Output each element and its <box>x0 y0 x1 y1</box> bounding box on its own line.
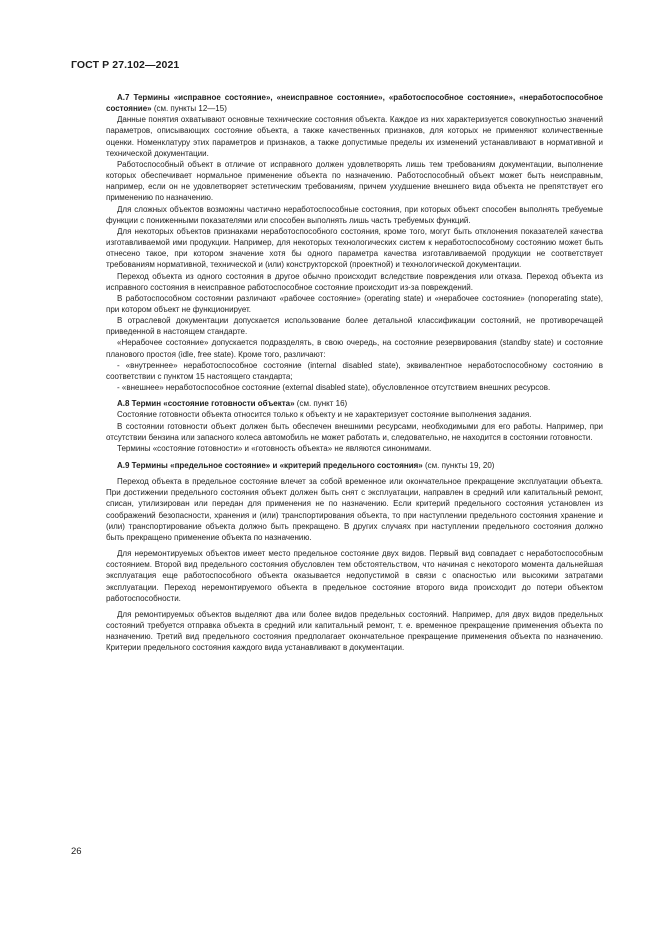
paragraph: Переход объекта из одного состояния в другое обычно происходит вследствие повреждения или отказа. Переход объекта из исправного состояния в неисправное работоспособное состояние происходит из-за повреждений. <box>106 271 603 292</box>
paragraph: Для ремонтируемых объектов выделяют два или более видов предельных состояний. Например, для двух видов предельных состояний требуется отправка объекта в средний или капитальный ремонт, т. е. временное прекращение применения объекта по назначению. Третий вид предельного состояния предполагает окончательное прекращение применения объекта по назначению. Критерии предельного состояния каждого вида устанавливают в документации. <box>106 609 603 653</box>
section-heading-a8-title: А.8 Термин «состояние готовности объекта» <box>117 399 295 409</box>
list-item: - «внутреннее» неработоспособное состояние (internal disabled state), эквивалентное неработоспособному состоянию в соответствии с пунктом 15 настоящего стандарта; <box>106 360 603 381</box>
section-heading-a9 <box>106 460 603 471</box>
section-heading-a7-title: А.7 Термины «исправное состояние», «неисправное состояние», «работоспособное состояние», «неработоспособное состояние» <box>106 93 603 114</box>
paragraph: В отраслевой документации допускается использование более детальной классификации состояний, не противоречащей приведенной в настоящем стандарте. <box>106 316 603 337</box>
list-item: - «внешнее» неработоспособное состояние (external disabled state), обусловленное отсутствием внешних ресурсов. <box>117 383 551 393</box>
paragraph: Для неремонтируемых объектов имеет место предельное состояние двух видов. Первый вид совпадает с неработоспособным состоянием. Второй вид предельного состояния обусловлен тем обстоятельством, что начиная с некоторого момента дальнейшая эксплуатация еще работоспособного объекта оказывается недопустимой в связи с опасностью или высокими затратами эксплуатации. Переход неремонтируемого объекта в предельное состояние второго вида происходит до потери объектом работоспособности. <box>106 549 603 603</box>
paragraph: В работоспособном состоянии различают «рабочее состояние» (operating state) и «нерабочее состояние» (nonoperating state), при котором объект не функционирует. <box>106 293 603 314</box>
paragraph: Данные понятия охватывают основные технические состояния объекта. Каждое из них характеризуется совокупностью значений параметров, описывающих состояние объекта, а также качественных признаков, для которых не применяют количественные оценки. Номенклатуру этих параметров и признаков, а также допустимые пределы их изменений устанавливают в нормативной и технической документации. <box>106 115 603 158</box>
section-heading-a8-ref: (см. пункт 16) <box>294 399 348 409</box>
page-header-standard-number: ГОСТ Р 27.102—2021 <box>71 59 180 71</box>
section-heading-a9-ref: (см. пункты 19, 20) <box>422 461 495 470</box>
section-heading-a9-title: А.9 Термины «предельное состояние» и «критерий предельного состояния» <box>117 461 423 470</box>
paragraph: «Нерабочее состояние» допускается подразделять, в свою очередь, на состояние резервирования (standby state) и состояние планового простоя (idle, free state). Кроме того, различают: <box>106 338 603 359</box>
paragraph: Для сложных объектов возможны частично неработоспособные состояния, при которых объект способен выполнять требуемые функции с пониженными показателями или способен выполнять лишь часть требуемых функций. <box>106 204 603 225</box>
paragraph: Переход объекта в предельное состояние влечет за собой временное или окончательное прекращение эксплуатации объекта. При достижении предельного состояния объект должен быть снят с эксплуатации, направлен в средний или капитальный ремонт, списан, утилизирован или передан для применения не по назначению. Если критерий предельного состояния установлен из соображений безопасности, хранения и (или) транспортирования объекта, то при наступлении предельного состояния хранение и (или) транспортирование объекта должно быть прекращено. В других случаях при наступлении предельного состояния должно быть прекращено применение объекта по назначению. <box>106 477 603 542</box>
paragraph: Состояние готовности объекта относится только к объекту и не характеризует состояние выполнения задания. <box>117 410 532 420</box>
paragraph: Для некоторых объектов признаками неработоспособного состояния, кроме того, могут быть отклонения показателей качества изготавливаемой ими продукции. Например, для некоторых технологических систем к неработоспособному состоянию может быть отнесено такое, при котором значение хотя бы одного параметра качества изготавливаемой продукции не соответствует требованиям нормативной, технической и (или) конструкторской (проектной) и технологической документации. <box>106 226 603 270</box>
paragraph: Термины «состояние готовности» и «готовность объекта» не являются синонимами. <box>117 443 432 453</box>
section-heading-a7 <box>106 92 603 114</box>
page-number: 26 <box>71 846 82 857</box>
section-heading-a8 <box>106 398 603 409</box>
paragraph: В состоянии готовности объект должен быть обеспечен внешними ресурсами, необходимыми для его работы. Например, при отсутствии бензина или запасного колеса автомобиль не может работать и, следовательно, не находится в состоянии готовности. <box>106 421 603 442</box>
page-content <box>106 92 603 654</box>
paragraph: Работоспособный объект в отличие от исправного должен удовлетворять лишь тем требованиям документации, выполнение которых обеспечивает нормальное применение объекта по назначению. Работоспособный объект может быть неисправным, например, если он не удовлетворяет эстетическим требованиям, причем ухудшение внешнего вида объекта не препятствует его применению по назначению. <box>106 159 603 203</box>
section-heading-a7-ref: (см. пункты 12—15) <box>151 104 227 114</box>
